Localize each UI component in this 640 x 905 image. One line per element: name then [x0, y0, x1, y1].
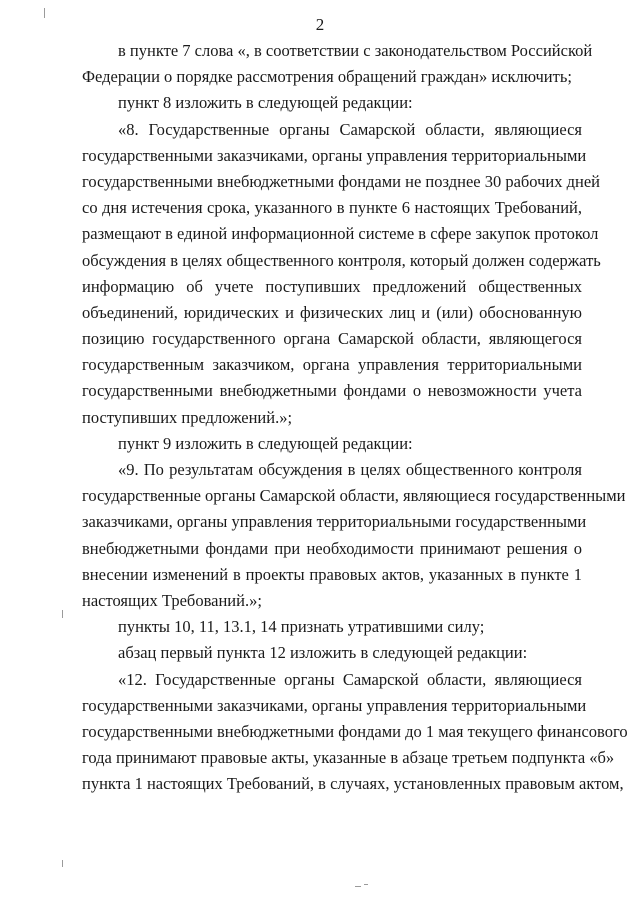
text-line: государственными внебюджетными фондами не позднее 30 рабочих дней	[82, 171, 601, 191]
scan-speck	[355, 886, 361, 887]
document-body	[82, 38, 628, 797]
text-line: «8. Государственные органы Самарской области, являющиеся	[118, 119, 582, 139]
scan-speck	[62, 860, 63, 867]
text-line: «12. Государственные органы Самарской области, являющиеся	[118, 669, 582, 689]
page-number: 2	[315, 15, 325, 34]
text-line: позицию государственного органа Самарской области, являющегося	[82, 329, 582, 349]
text-line: «9. По результатам обсуждения в целях общественного контроля	[118, 460, 582, 479]
text-line: заказчиками, органы управления территориальными государственными	[82, 512, 587, 532]
text-line: внебюджетными фондами при необходимости принимают решения о	[82, 538, 582, 558]
text-line: абзац первый пункта 12 изложить в следующей редакции:	[118, 643, 528, 663]
text-line: пункт 8 изложить в следующей редакции:	[118, 93, 413, 113]
text-line: пункт 9 изложить в следующей редакции:	[118, 433, 413, 453]
text-line: государственные органы Самарской области, являющиеся государственными	[82, 486, 626, 506]
text-line: государственными заказчиками, органы управления территориальными	[82, 695, 587, 715]
text-line: в пункте 7 слова «, в соответствии с законодательством Российской	[118, 41, 593, 60]
text-line: объединений, юридических и физических лиц и (или) обоснованную	[82, 302, 582, 322]
text-line: пункты 10, 11, 13.1, 14 признать утратившими силу;	[118, 617, 485, 637]
text-line: размещают в единой информационной системе в сфере закупок протокол	[82, 224, 599, 244]
text-line: обсуждения в целях общественного контроля, который должен содержать	[82, 250, 601, 270]
text-line: настоящих Требований.»;	[82, 590, 262, 610]
text-line: Федерации о порядке рассмотрения обращений граждан» исключить;	[82, 67, 572, 87]
text-line: государственными внебюджетными фондами до 1 мая текущего финансового	[82, 721, 628, 741]
text-line: поступивших предложений.»;	[82, 407, 293, 427]
text-line: информацию об учете поступивших предложений общественных	[82, 276, 582, 296]
text-line: государственными внебюджетными фондами о невозможности учета	[82, 381, 582, 401]
text-line: внесении изменений в проекты правовых актов, указанных в пункте 1	[82, 564, 582, 584]
scan-speck	[62, 610, 63, 618]
text-line: со дня истечения срока, указанного в пункте 6 настоящих Требований,	[82, 198, 582, 218]
scan-speck	[364, 884, 368, 885]
text-line: года принимают правовые акты, указанные в абзаце третьем подпункта «б»	[82, 748, 615, 768]
text-line: государственными заказчиками, органы управления территориальными	[82, 145, 587, 165]
text-line: государственным заказчиком, органа управления территориальными	[82, 355, 582, 375]
text-line: пункта 1 настоящих Требований, в случаях, установленных правовым актом,	[82, 774, 624, 794]
scan-speck	[44, 8, 45, 18]
